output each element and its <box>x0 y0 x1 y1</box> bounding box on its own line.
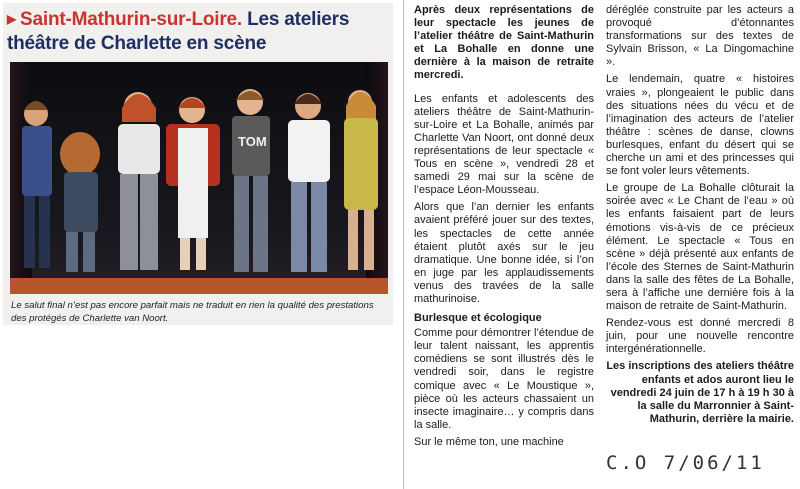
headline-place: Saint-Mathurin-sur-Loire. <box>20 9 242 30</box>
performer-1 <box>22 101 52 268</box>
column-divider <box>403 0 404 489</box>
stage-photo <box>10 62 388 294</box>
performer-7 <box>344 90 378 270</box>
photo-caption: Le salut final n’est pas encore parfait mais ne traduit en rien la qualité des prestations des protégés de Charlette van Noort. <box>11 300 374 324</box>
body-paragraph: Le groupe de La Bohalle clôturait la soirée avec « Le Chant de l’eau » où les enfants faisaient part de leurs émotions vis-à-vis de ce précieux élément. Le spectacle « Tous en scène » déjà présenté aux enfants de l’école des Sternes de Saint-Mathurin dans la salle des fêtes de La Bohalle, sera à l’affiche une dernière fois à la maison de retraite de Saint-Mathurin. <box>606 182 794 313</box>
body-paragraph: Sur le même ton, une machine <box>414 435 564 448</box>
performers-illustration <box>10 62 388 294</box>
article-photo-block <box>3 3 393 325</box>
lead-paragraph: Après deux représentations de leur spectacle les jeunes de l’atelier théâtre de Saint-Mathurin et La Bohalle en donne une dernière à la maison de retraite mercredi. <box>414 4 594 82</box>
article-column-2 <box>606 4 794 430</box>
performer-3 <box>118 92 160 270</box>
body-paragraph: Les enfants et adolescents des ateliers théâtre de Saint-Mathurin-sur-Loire et La Bohalle, animés par Charlette Van Noort, ont donné deux représentations de leur spectacle « Tous en scène », vendredi 28 et samedi 29 mai sur la scène de l’espace Léon-Mousseau. <box>414 92 594 197</box>
headline-marker-icon: ▶ <box>7 12 17 26</box>
body-paragraph: Le lendemain, quatre « histoires vraies », plongeaient le public dans des situations nées du vécu et de l’imagination des acteurs de l’atelier théâtre : scènes de danse, clowns burlesques, enfant du désert qui se cherche un ami et des princesses qui se font voler leurs vêtements. <box>606 73 794 178</box>
headline-title: Les ateliers théâtre de Charlette en scène <box>7 9 350 54</box>
body-paragraph: déréglée construite par les acteurs a provoqué d’étonnantes transformations sur des textes de Sylvain Brisson, « La Dingomachine ». <box>606 4 794 69</box>
svg-text:TOM: TOM <box>238 134 267 149</box>
body-paragraph: Rendez-vous est donné mercredi 8 juin, pour une nouvelle rencontre intergénérationnelle. <box>606 317 794 356</box>
performer-6 <box>288 93 330 272</box>
performer-2 <box>60 132 100 272</box>
headline <box>7 7 391 56</box>
performer-5 <box>232 89 270 272</box>
performer-4 <box>166 97 220 270</box>
body-paragraph: Alors que l’an dernier les enfants avaient préféré jouer sur des textes, les spectacles de cette année étaient plutôt axés sur le jeu dramatique. Une bonne idée, si l’on en juge par les applaudissements venus des travées de la salle mathurinoise. <box>414 201 594 305</box>
body-paragraph: Comme pour démontrer l’étendue de leur talent naissant, les apprentis comédiens se sont illustrés dès le vendredi soir, dans le registre comique avec « Le Moustique », pièce où les acteurs chassaient un insecte imaginaire… y compris dans la salle. <box>414 327 594 431</box>
stage-floor <box>10 278 388 294</box>
registration-notice: Les inscriptions des ateliers théâtre enfants et ados auront lieu le vendredi 24 juin de 17 h à 19 h 30 à la salle du Marronnier à Saint-Mathurin, derrière la mairie. <box>606 360 794 425</box>
subheading: Burlesque et écologique <box>414 312 542 325</box>
article-column-1 <box>414 4 594 453</box>
handwritten-annotation: C.O 7/06/11 <box>606 452 765 474</box>
